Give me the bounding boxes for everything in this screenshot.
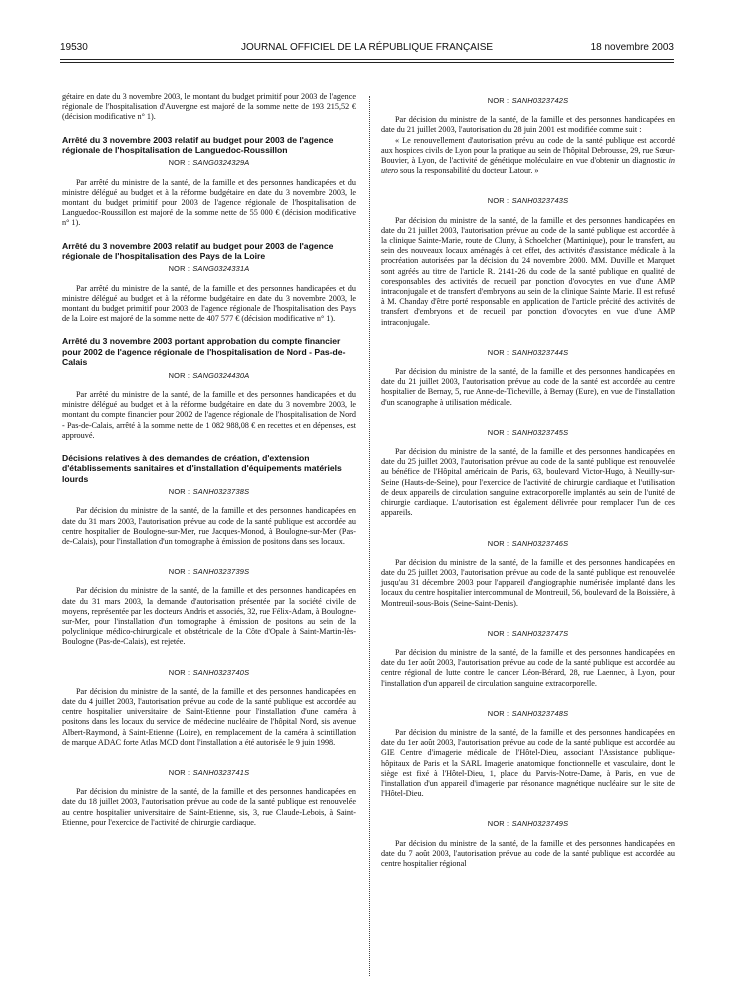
nor-reference xyxy=(381,539,675,549)
section-title-pays-de-la-loire: Arrêté du 3 novembre 2003 relatif au budget pour 2003 de l'agence régionale de l'hospitalisation des Pays de la Loire xyxy=(62,240,334,262)
nor-reference xyxy=(381,819,675,829)
nor-reference xyxy=(381,196,675,206)
decision-paragraph: Par décision du ministre de la santé, de la famille et des personnes handicapées en date du 25 juillet 2003, l'autorisation prévue au code de la santé publique est renouvelée jusqu'au 31 décembre 2003 pour l'appareil d'angiographie numérisée implanté dans les locaux du centre hospitalier intercommunal de Montreuil, 56, boulevard de la Boissière, à Montreuil-sous-Bois (Seine-Saint-Denis). xyxy=(381,557,675,608)
nor-reference xyxy=(62,567,356,577)
quote-text: sous la responsabilité du docteur Latour. » xyxy=(397,166,539,176)
nor-label: NOR : xyxy=(168,487,191,497)
nor-code: SANH0323740S xyxy=(192,667,250,677)
continuation-paragraph: gétaire en date du 3 novembre 2003, le montant du budget primitif pour 2003 de l'agence régionale de l'hospitalisation d'Auvergne est majoré de la somme nette de 193 215,52 € (décision modificative n° 1). xyxy=(62,92,356,122)
decision-paragraph: Par décision du ministre de la santé, de la famille et des personnes handicapées en date du 25 juillet 2003, l'autorisation prévue au code de la santé publique est renouvelée au bénéfice de l'Hôpital américain de Paris, 63, boulevard Victor-Hugo, à Neuilly-sur-Seine (Hauts-de-Seine), pour l'exercice de l'activité de chirurgie cardiaque et l'utilisation de deux appareils de circulation sanguine extracorporelle implantés au sein de l'unité de chirurgie cardiaque. L'autorisation est également délivrée pour remplacer l'un de ces appareils. xyxy=(381,447,675,518)
nor-reference xyxy=(62,768,356,778)
nor-label: NOR : xyxy=(487,708,510,718)
nor-code: SANH0323746S xyxy=(511,538,569,548)
nor-code: SANH0323749S xyxy=(511,819,569,829)
decision-paragraph: Par décision du ministre de la santé, de la famille et des personnes handicapées en date du 21 juillet 2003, l'autorisation prévue au code de la santé publique est accordée à la clinique Sainte-Marie, route de Cluny, à Schoelcher (Martinique), pour le transfert, au sein des nouveaux locaux aménagés à cet effet, des activités d'assistance médicale à la procréation autorisées par la décision du 24 novembre 2000. MM. Duville et Marquet sont agréés au titre de l'article R. 2141-26 du code de la santé publique en qualité de coresponsables des activités de recueil par ponction d'ovocytes en vue d'une AMP intraconjugale et de transfert d'embryons au sein de la clinique Sainte Marie. Il est refusé à M. Chanday d'être porté responsable en application de l'article précité des activités de transfert d'embryons et de recueil par ponction d'ovocytes en vue d'une AMP intraconjugale. xyxy=(381,215,675,327)
nor-code: SANG0324331A xyxy=(192,264,250,274)
nor-reference xyxy=(62,158,356,168)
quote-text: « Le renouvellement d'autorisation prévu au code de la santé publique est accordé aux hospices civils de Lyon pour la pratique au sein de l'hôpital Debrousse, 29, rue Sœur-Bouvier, à Lyon, de l'activité de génétique moléculaire en vue d'obtenir un diagnostic xyxy=(381,135,675,166)
left-column xyxy=(62,92,356,828)
nor-label: NOR : xyxy=(168,767,191,777)
header-rule-top xyxy=(60,59,674,60)
section-paragraph: Par arrêté du ministre de la santé, de la famille et des personnes handicapées et du ministre délégué au budget et à la réforme budgétaire en date du 3 novembre 2003, le montant du budget primitif pour 2003 de l'agence régionale de l'hospitalisation des Pays de la Loire est majoré de la somme nette de 407 577 € (décision modificative n° 1). xyxy=(62,283,356,324)
nor-reference xyxy=(381,348,675,358)
nor-reference xyxy=(381,629,675,639)
decision-paragraph: Par décision du ministre de la santé, de la famille et des personnes handicapées en date du 7 août 2003, l'autorisation prévue au code de la santé publique est accordée au centre hospitalier régional xyxy=(381,838,675,868)
journal-title: JOURNAL OFFICIEL DE LA RÉPUBLIQUE FRANÇAISE xyxy=(240,42,494,53)
section-paragraph: Par arrêté du ministre de la santé, de la famille et des personnes handicapées et du ministre délégué au budget et à la réforme budgétaire en date du 3 novembre 2003, le montant du compte financier pour 2002 de l'agence régionale de l'hospitalisation de Nord - Pas-de-Calais, arrêté à la somme nette de 1 082 988,08 € en recettes et en dépenses, est approuvé. xyxy=(62,389,356,440)
nor-reference xyxy=(62,371,356,381)
nor-code: SANG0324430A xyxy=(192,370,250,380)
nor-code: SANH0323738S xyxy=(192,487,250,497)
section-title-nord-pas-de-calais: Arrêté du 3 novembre 2003 portant approbation du compte financier pour 2002 de l'agence régionale de l'hospitalisation de Nord - Pas-de-Calais xyxy=(62,336,346,368)
nor-label: NOR : xyxy=(487,347,510,357)
decision-paragraph: Par décision du ministre de la santé, de la famille et des personnes handicapées en date du 18 juillet 2003, l'autorisation prévue au code de la santé publique est renouvelée au centre hospitalier universitaire de Saint-Etienne, sis, 3, rue Claude-Lebois, à Saint-Etienne, pour l'exercice de l'activité de chirurgie cardiaque. xyxy=(62,787,356,827)
nor-code: SANH0323748S xyxy=(511,708,569,718)
page-number: 19530 xyxy=(60,42,88,53)
nor-label: NOR : xyxy=(168,158,191,168)
nor-reference xyxy=(62,264,356,274)
decision-paragraph: Par décision du ministre de la santé, de la famille et des personnes handicapées en date du 21 juillet 2003, l'autorisation prévue au code de la santé est accordée au centre hospitalier de Bernay, 5, rue Anne-de-Ticheville, à Bernay (Eure), en vue de l'installation d'un scanographe à utilisation médicale. xyxy=(381,367,675,407)
right-column xyxy=(381,92,675,869)
decision-paragraph: Par décision du ministre de la santé, de la famille et des personnes handicapées en date du 1er août 2003, l'autorisation prévue au code de la santé publique est accordée au GIE Centre d'imagerie médicale de l'Hôtel-Dieu, associant l'Assistance publique-hôpitaux de Paris et la SARL Imagerie anatomique fonctionnelle et vasculaire, dont le siège est fixé à l'Hôtel-Dieu, 1, place du Parvis-Notre-Dame, à Paris, en vue de l'installation d'un appareil d'imagerie par résonance magnétique nucléaire sur le site de l'Hôtel-Dieu. xyxy=(381,727,675,799)
nor-label: NOR : xyxy=(487,628,510,638)
nor-reference xyxy=(381,428,675,438)
nor-label: NOR : xyxy=(168,264,191,274)
nor-label: NOR : xyxy=(168,667,191,677)
decision-paragraph: Par décision du ministre de la santé, de la famille et des personnes handicapées en date du 31 mars 2003, la demande d'autorisation présentée par la société civile de moyens, représentée par les docteurs Andris et associés, 32, rue Félix-Adam, à Boulogne-sur-Mer, pour l'installation d'un tomographe à émission de positons au sein de la polyclinique médico-chirurgicale et obstétricale de la Côte d'Opale à Saint-Martin-lès-Boulogne (Pas-de-Calais), est rejetée. xyxy=(62,586,356,647)
nor-label: NOR : xyxy=(487,819,510,829)
section-title-decisions: Décisions relatives à des demandes de création, d'extension d'établissements sanitaires et d'installation d'équipements matériels lourds xyxy=(62,452,342,484)
nor-reference xyxy=(381,709,675,719)
nor-reference xyxy=(62,668,356,678)
decision-paragraph: Par décision du ministre de la santé, de la famille et des personnes handicapées en date du 1er août 2003, l'autorisation prévue au code de la santé publique est accordée au centre régional de lutte contre le cancer Léon-Bérard, 28, rue Laennec, à Lyon, pour l'installation d'un appareil de circulation sanguine extracorporelle. xyxy=(381,647,675,688)
nor-label: NOR : xyxy=(168,370,191,380)
quoted-paragraph xyxy=(381,136,675,177)
nor-label: NOR : xyxy=(487,538,510,548)
nor-code: SANH0323742S xyxy=(511,96,569,105)
decision-paragraph: Par décision du ministre de la santé, de la famille et des personnes handicapées en date du 4 juillet 2003, l'autorisation prévue au code de la santé publique est accordée au centre hospitalier universitaire de Saint-Etienne pour l'installation d'une caméra à positons dans les locaux du service de médecine nucléaire de l'hôpital Nord, sis avenue Albert-Raymond, à Saint-Etienne (Loire), en remplacement de la caméra à scintillation de marque ADAC forte Atlas MCD dont l'installation a été autorisée le 9 juin 1998. xyxy=(62,686,356,747)
nor-reference xyxy=(62,487,356,497)
nor-code: SANH0323747S xyxy=(511,628,569,638)
nor-code: SANG0324329A xyxy=(192,158,250,168)
section-paragraph: Par arrêté du ministre de la santé, de la famille et des personnes handicapées et du ministre délégué au budget et à la réforme budgétaire en date du 3 novembre 2003, le montant du budget primitif pour 2003 de l'agence régionale de l'hospitalisation de Languedoc-Roussillon est majoré de la somme nette de 55 000 € (décision modificative n° 1). xyxy=(62,177,356,228)
column-divider xyxy=(369,96,370,976)
nor-code: SANH0323745S xyxy=(511,427,569,437)
header-rule-bottom xyxy=(60,62,674,63)
quote-italic-term: in utero xyxy=(381,156,675,176)
issue-date: 18 novembre 2003 xyxy=(590,42,674,53)
nor-label: NOR : xyxy=(487,196,510,206)
nor-code: SANH0323741S xyxy=(192,767,250,777)
page-header xyxy=(60,42,674,56)
nor-code: SANH0323744S xyxy=(511,347,569,357)
decision-paragraph: Par décision du ministre de la santé, de la famille et des personnes handicapées en date du 21 juillet 2003, l'autorisation du 28 juin 2001 est modifiée comme suit : xyxy=(381,115,675,135)
nor-code: SANH0323739S xyxy=(192,567,250,577)
nor-reference xyxy=(381,96,675,106)
decision-paragraph: Par décision du ministre de la santé, de la famille et des personnes handicapées en date du 31 mars 2003, l'autorisation prévue au code de la santé publique est accordée au centre hospitalier de Boulogne-sur-Mer, rue Jacques-Monod, à Boulogne-sur-Mer (Pas-de-Calais), pour l'installation d'un tomographe à émission de positons dans ses locaux. xyxy=(62,506,356,546)
section-title-languedoc: Arrêté du 3 novembre 2003 relatif au budget pour 2003 de l'agence régionale de l'hospitalisation de Languedoc-Roussillon xyxy=(62,134,334,156)
nor-label: NOR : xyxy=(487,96,510,105)
nor-label: NOR : xyxy=(168,567,191,577)
nor-code: SANH0323743S xyxy=(511,196,569,206)
nor-label: NOR : xyxy=(487,427,510,437)
